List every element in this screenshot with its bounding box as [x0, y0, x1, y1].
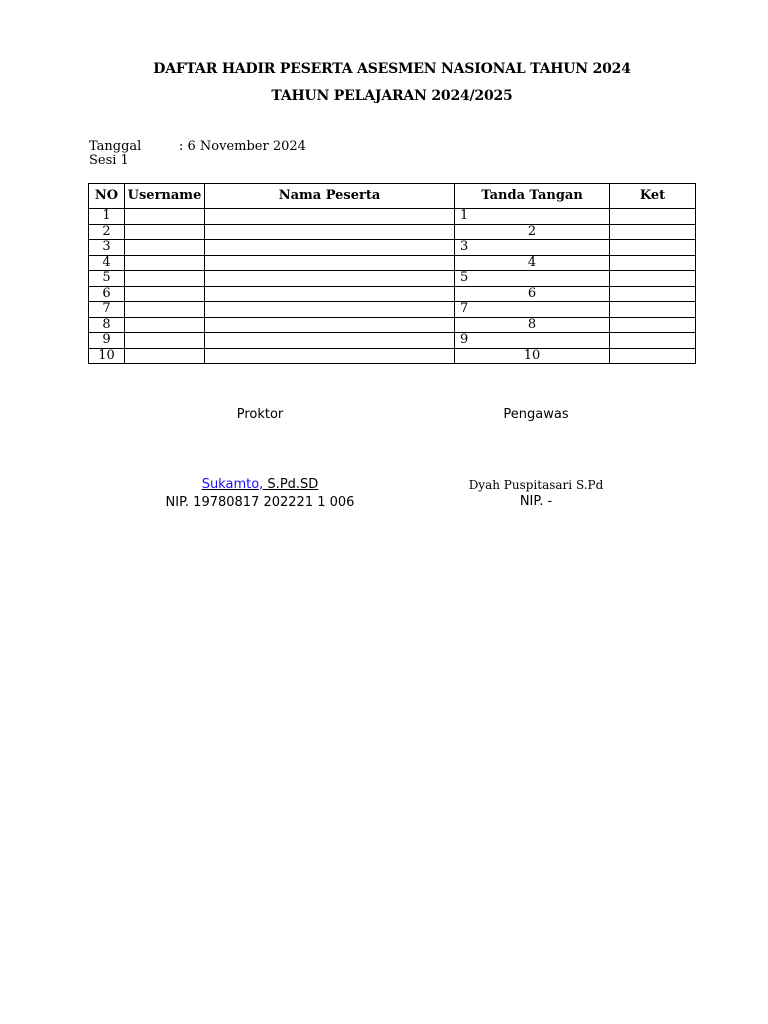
- row-number: 9: [89, 333, 125, 349]
- signature-cell: 2: [455, 224, 610, 240]
- participant-name-cell: [205, 271, 455, 287]
- username-cell: [125, 348, 205, 364]
- table-row: [89, 255, 696, 271]
- signature-cell: 9: [455, 333, 610, 349]
- table-row: [89, 317, 696, 333]
- row-number: 1: [89, 209, 125, 225]
- participant-name-cell: [205, 348, 455, 364]
- note-cell: [610, 271, 696, 287]
- username-cell: [125, 286, 205, 302]
- username-cell: [125, 209, 205, 225]
- column-header-note: Ket: [610, 184, 696, 209]
- signature-cell: 6: [455, 286, 610, 302]
- attendance-table: [88, 183, 696, 364]
- document-subtitle: TAHUN PELAJARAN 2024/2025: [271, 88, 513, 104]
- signature-cell: 10: [455, 348, 610, 364]
- note-cell: [610, 209, 696, 225]
- note-cell: [610, 255, 696, 271]
- participant-name-cell: [205, 302, 455, 318]
- username-cell: [125, 271, 205, 287]
- proktor-nip: NIP. 19780817 202221 1 006: [165, 495, 355, 510]
- row-number: 7: [89, 302, 125, 318]
- table-row: [89, 224, 696, 240]
- table-row: [89, 240, 696, 256]
- note-cell: [610, 240, 696, 256]
- proktor-name: [160, 477, 360, 492]
- participant-name-cell: [205, 317, 455, 333]
- username-cell: [125, 333, 205, 349]
- row-number: 2: [89, 224, 125, 240]
- table-row: [89, 302, 696, 318]
- participant-name-cell: [205, 255, 455, 271]
- column-header-username: Username: [125, 184, 205, 209]
- table-header-row: [89, 184, 696, 209]
- date-label: Tanggal: [89, 139, 142, 154]
- table-row: [89, 271, 696, 287]
- pengawas-name: Dyah Puspitasari S.Pd: [468, 478, 604, 492]
- table-row: [89, 209, 696, 225]
- column-header-no: NO: [89, 184, 125, 209]
- username-cell: [125, 255, 205, 271]
- row-number: 5: [89, 271, 125, 287]
- participant-name-cell: [205, 286, 455, 302]
- proktor-name-link[interactable]: Sukamto,: [201, 477, 264, 492]
- table-row: [89, 348, 696, 364]
- signature-cell: 3: [455, 240, 610, 256]
- table-row: [89, 286, 696, 302]
- signature-cell: 4: [455, 255, 610, 271]
- participant-name-cell: [205, 209, 455, 225]
- username-cell: [125, 317, 205, 333]
- row-number: 8: [89, 317, 125, 333]
- column-header-signature: Tanda Tangan: [455, 184, 610, 209]
- username-cell: [125, 302, 205, 318]
- row-number: 4: [89, 255, 125, 271]
- username-cell: [125, 224, 205, 240]
- signature-cell: 7: [455, 302, 610, 318]
- row-number: 6: [89, 286, 125, 302]
- pengawas-nip: NIP. -: [519, 494, 553, 509]
- proktor-name-degree: S.Pd.SD: [263, 477, 319, 492]
- signature-cell: 8: [455, 317, 610, 333]
- participant-name-cell: [205, 240, 455, 256]
- participant-name-cell: [205, 333, 455, 349]
- note-cell: [610, 317, 696, 333]
- table-row: [89, 333, 696, 349]
- participant-name-cell: [205, 224, 455, 240]
- document-title: DAFTAR HADIR PESERTA ASESMEN NASIONAL TAHUN 2024: [153, 61, 631, 77]
- row-number: 10: [89, 348, 125, 364]
- date-value: : 6 November 2024: [179, 139, 306, 154]
- column-header-participant-name: Nama Peserta: [205, 184, 455, 209]
- note-cell: [610, 348, 696, 364]
- row-number: 3: [89, 240, 125, 256]
- note-cell: [610, 286, 696, 302]
- username-cell: [125, 240, 205, 256]
- signature-cell: 5: [455, 271, 610, 287]
- note-cell: [610, 333, 696, 349]
- proktor-role-label: Proktor: [236, 407, 284, 422]
- session-label: Sesi 1: [89, 153, 129, 168]
- signature-cell: 1: [455, 209, 610, 225]
- note-cell: [610, 302, 696, 318]
- note-cell: [610, 224, 696, 240]
- pengawas-role-label: Pengawas: [503, 407, 569, 422]
